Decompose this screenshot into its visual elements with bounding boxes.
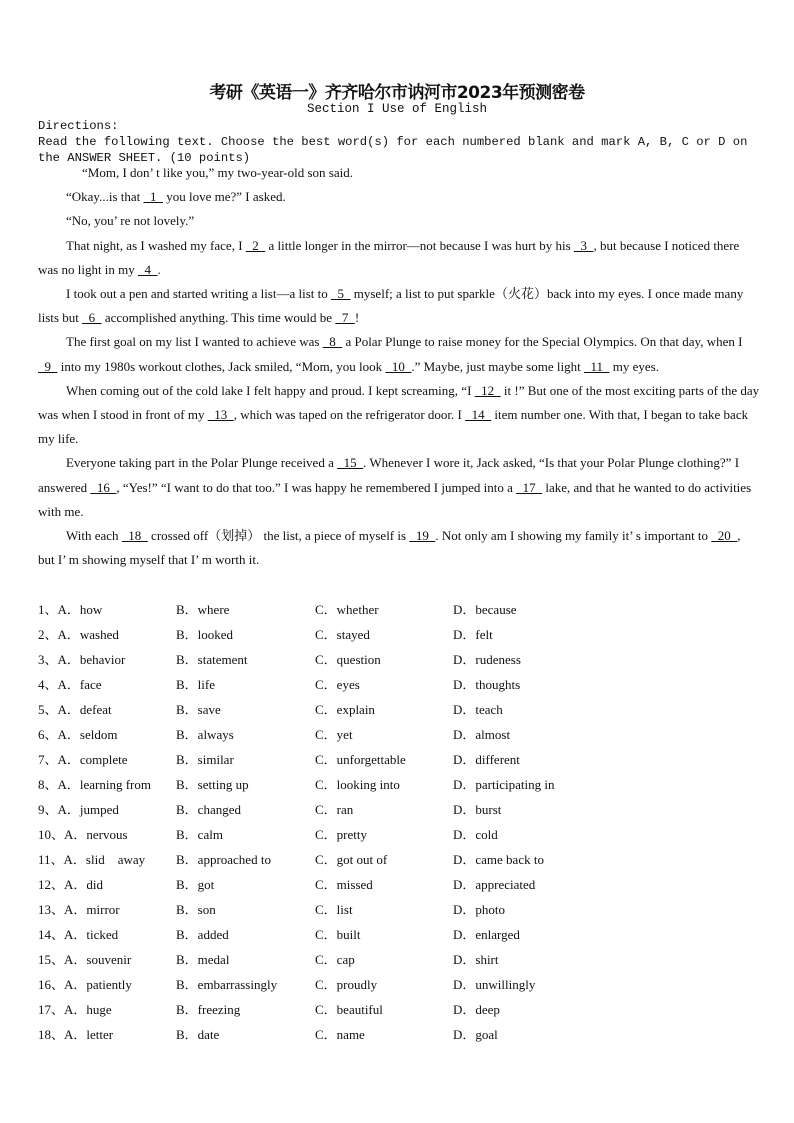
numbered-blank: 4 bbox=[138, 261, 158, 277]
option-d: D．goal bbox=[453, 1027, 498, 1042]
numbered-blank: 12 bbox=[474, 382, 501, 398]
option-d: D．cold bbox=[453, 827, 498, 842]
option-c: C．beautiful bbox=[315, 1002, 383, 1017]
option-a: 17、A．huge bbox=[38, 1002, 112, 1017]
option-a: 4、A．face bbox=[38, 677, 102, 692]
question-row bbox=[38, 900, 758, 925]
numbered-blank: 9 bbox=[38, 358, 58, 374]
option-c: C．eyes bbox=[315, 677, 360, 692]
option-a: 1、A．how bbox=[38, 602, 103, 617]
paragraph bbox=[38, 330, 760, 378]
option-b: B．calm bbox=[176, 827, 223, 842]
passage-text: “No, you’ re not lovely.” bbox=[66, 213, 195, 229]
passage-text: . Whenever I wore it, Jack asked, “Is that your Polar Plunge clothing?” I answered bbox=[38, 455, 740, 495]
paragraph bbox=[38, 451, 760, 524]
option-d: D．because bbox=[453, 602, 517, 617]
paragraph bbox=[38, 185, 760, 209]
numbered-blank: 5 bbox=[331, 286, 351, 302]
passage-text: item number one. With that, I began to take back my life. bbox=[38, 407, 749, 447]
option-d: D．rudeness bbox=[453, 652, 521, 667]
option-c: C．yet bbox=[315, 727, 353, 742]
question-row bbox=[38, 725, 758, 750]
question-row bbox=[38, 650, 758, 675]
option-c: C．looking into bbox=[315, 777, 400, 792]
page-title: 考研《英语一》齐齐哈尔市讷河市2023年预测密卷 bbox=[209, 83, 585, 103]
passage-text: , but I’ m showing myself that I’ m worth it. bbox=[38, 528, 741, 568]
passage-text: “Mom, I don’ t like you,” my two-year-old son said. bbox=[82, 165, 354, 180]
option-c: C．cap bbox=[315, 952, 355, 967]
passage-text: . Not only am I showing my family it’ s important to bbox=[435, 528, 712, 544]
passage-text: crossed off（划掉） the list, a piece of myself is bbox=[147, 528, 410, 544]
numbered-blank: 7 bbox=[335, 310, 355, 326]
option-c: C．missed bbox=[315, 877, 373, 892]
option-b: B．embarrassingly bbox=[176, 977, 278, 992]
question-row bbox=[38, 600, 758, 625]
option-c: C．pretty bbox=[315, 827, 367, 842]
question-row bbox=[38, 925, 758, 950]
option-c: C．list bbox=[315, 902, 353, 917]
option-b: B．save bbox=[176, 702, 221, 717]
passage bbox=[38, 161, 760, 572]
numbered-blank: 11 bbox=[583, 358, 610, 374]
question-list bbox=[38, 600, 758, 1050]
passage-text: Everyone taking part in the Polar Plunge received a bbox=[66, 455, 338, 471]
passage-text: .” Maybe, just maybe some light bbox=[411, 358, 584, 374]
passage-text: it !” But one of the most exciting parts of the day was when I stood in front of my bbox=[38, 382, 760, 423]
passage-text: , but because I noticed there was no light in my bbox=[38, 237, 740, 277]
question-row bbox=[38, 675, 758, 700]
numbered-blank: 16 bbox=[90, 479, 117, 495]
paragraph bbox=[38, 209, 760, 233]
option-a: 16、A．patiently bbox=[38, 977, 132, 992]
question-row bbox=[38, 825, 758, 850]
passage-text: you love me?” I asked. bbox=[163, 189, 286, 205]
option-a: 14、A．ticked bbox=[38, 927, 119, 942]
numbered-blank: 18 bbox=[121, 528, 148, 544]
passage-text: , “Yes!” “I want to do that too.” I was happy he remembered I jumped into a bbox=[116, 479, 517, 495]
option-a: 12、A．did bbox=[38, 877, 104, 892]
directions bbox=[38, 118, 758, 166]
option-d: D．shirt bbox=[453, 952, 499, 967]
passage-text: a little longer in the mirror—not because I was hurt by his bbox=[265, 237, 574, 253]
question-row bbox=[38, 1025, 758, 1050]
paragraph bbox=[38, 161, 760, 185]
numbered-blank: 20 bbox=[711, 528, 738, 544]
option-d: D．enlarged bbox=[453, 927, 520, 942]
option-b: B．got bbox=[176, 877, 215, 892]
question-row bbox=[38, 950, 758, 975]
option-b: B．approached to bbox=[176, 852, 271, 867]
numbered-blank: 15 bbox=[337, 455, 364, 471]
numbered-blank: 8 bbox=[322, 334, 343, 350]
section-heading: Section I Use of English bbox=[306, 102, 488, 116]
option-a: 13、A．mirror bbox=[38, 902, 120, 917]
passage-text: accomplished anything. This time would be bbox=[101, 310, 336, 326]
directions-text: Read the following text. Choose the best word(s) for each numbered blank and mark A, B, C or D on the ANSWER SHEET. (10 points) bbox=[38, 135, 755, 165]
option-a: 11、A．slid away bbox=[38, 852, 146, 867]
passage-text: into my 1980s workout clothes, Jack smiled, “Mom, you look bbox=[57, 358, 386, 374]
option-a: 2、A．washed bbox=[38, 627, 119, 642]
option-d: D．burst bbox=[453, 802, 502, 817]
paragraph bbox=[38, 379, 760, 452]
numbered-blank: 14 bbox=[465, 407, 492, 423]
directions-label: Directions: bbox=[38, 119, 119, 133]
numbered-blank: 17 bbox=[516, 479, 543, 495]
option-d: D．participating in bbox=[453, 777, 555, 792]
option-b: B．life bbox=[176, 677, 215, 692]
passage-text: With each bbox=[66, 528, 122, 544]
option-a: 10、A．nervous bbox=[38, 827, 128, 842]
option-b: B．where bbox=[176, 602, 230, 617]
question-row bbox=[38, 850, 758, 875]
option-a: 8、A．learning from bbox=[38, 777, 152, 792]
option-d: D．thoughts bbox=[453, 677, 521, 692]
question-row bbox=[38, 750, 758, 775]
option-c: C．unforgettable bbox=[315, 752, 406, 767]
numbered-blank: 3 bbox=[573, 237, 594, 253]
passage-text: lake, and that he wanted to do activities with me. bbox=[38, 479, 752, 519]
paragraph bbox=[38, 282, 760, 330]
passage-text: The first goal on my list I wanted to achieve was bbox=[66, 334, 323, 350]
option-a: 7、A．complete bbox=[38, 752, 128, 767]
paragraph bbox=[38, 234, 760, 282]
question-row bbox=[38, 625, 758, 650]
question-row bbox=[38, 800, 758, 825]
option-b: B．looked bbox=[176, 627, 234, 642]
passage-text: . bbox=[157, 261, 161, 277]
passage-text: a Polar Plunge to raise money for the Special Olympics. On that day, when I bbox=[342, 334, 743, 350]
option-b: B．added bbox=[176, 927, 229, 942]
option-b: B．son bbox=[176, 902, 216, 917]
option-d: D．came back to bbox=[453, 852, 544, 867]
numbered-blank: 1 bbox=[143, 189, 163, 205]
question-row bbox=[38, 775, 758, 800]
paragraph bbox=[38, 524, 760, 572]
option-b: B．medal bbox=[176, 952, 230, 967]
option-d: D．photo bbox=[453, 902, 506, 917]
passage-text: “Okay...is that bbox=[66, 189, 144, 205]
option-c: C．ran bbox=[315, 802, 354, 817]
question-row bbox=[38, 1000, 758, 1025]
option-c: C．built bbox=[315, 927, 361, 942]
option-b: B．freezing bbox=[176, 1002, 241, 1017]
option-d: D．unwillingly bbox=[453, 977, 536, 992]
option-c: C．explain bbox=[315, 702, 375, 717]
passage-text: , which was taped on the refrigerator door. I bbox=[233, 407, 466, 423]
question-row bbox=[38, 875, 758, 900]
option-c: C．question bbox=[315, 652, 381, 667]
option-a: 9、A．jumped bbox=[38, 802, 119, 817]
passage-text: When coming out of the cold lake I felt happy and proud. I kept screaming, “I bbox=[66, 382, 475, 398]
option-c: C．name bbox=[315, 1027, 365, 1042]
numbered-blank: 2 bbox=[245, 237, 266, 253]
option-d: D．felt bbox=[453, 627, 493, 642]
option-b: B．similar bbox=[176, 752, 234, 767]
option-c: C．stayed bbox=[315, 627, 370, 642]
option-b: B．setting up bbox=[176, 777, 249, 792]
passage-text: myself; a list to put sparkle（火花）back into my eyes. I once made many lists but bbox=[38, 286, 744, 326]
option-b: B．date bbox=[176, 1027, 220, 1042]
passage-text: I took out a pen and started writing a list—a list to bbox=[66, 286, 332, 302]
option-a: 15、A．souvenir bbox=[38, 952, 132, 967]
option-a: 3、A．behavior bbox=[38, 652, 126, 667]
question-row bbox=[38, 975, 758, 1000]
option-c: C．whether bbox=[315, 602, 379, 617]
option-a: 18、A．letter bbox=[38, 1027, 114, 1042]
option-b: B．changed bbox=[176, 802, 241, 817]
numbered-blank: 10 bbox=[385, 358, 412, 374]
option-c: C．proudly bbox=[315, 977, 378, 992]
passage-text: That night, as I washed my face, I bbox=[66, 237, 246, 253]
option-d: D．teach bbox=[453, 702, 503, 717]
option-d: D．deep bbox=[453, 1002, 500, 1017]
passage-text: ! bbox=[354, 310, 360, 326]
passage-text: my eyes. bbox=[609, 358, 659, 374]
question-row bbox=[38, 700, 758, 725]
option-a: 5、A．defeat bbox=[38, 702, 112, 717]
option-b: B．statement bbox=[176, 652, 248, 667]
option-a: 6、A．seldom bbox=[38, 727, 118, 742]
option-d: D．different bbox=[453, 752, 520, 767]
numbered-blank: 13 bbox=[207, 407, 234, 423]
option-d: D．almost bbox=[453, 727, 511, 742]
option-d: D．appreciated bbox=[453, 877, 536, 892]
numbered-blank: 19 bbox=[409, 528, 436, 544]
option-c: C．got out of bbox=[315, 852, 388, 867]
numbered-blank: 6 bbox=[82, 310, 102, 326]
option-b: B．always bbox=[176, 727, 234, 742]
